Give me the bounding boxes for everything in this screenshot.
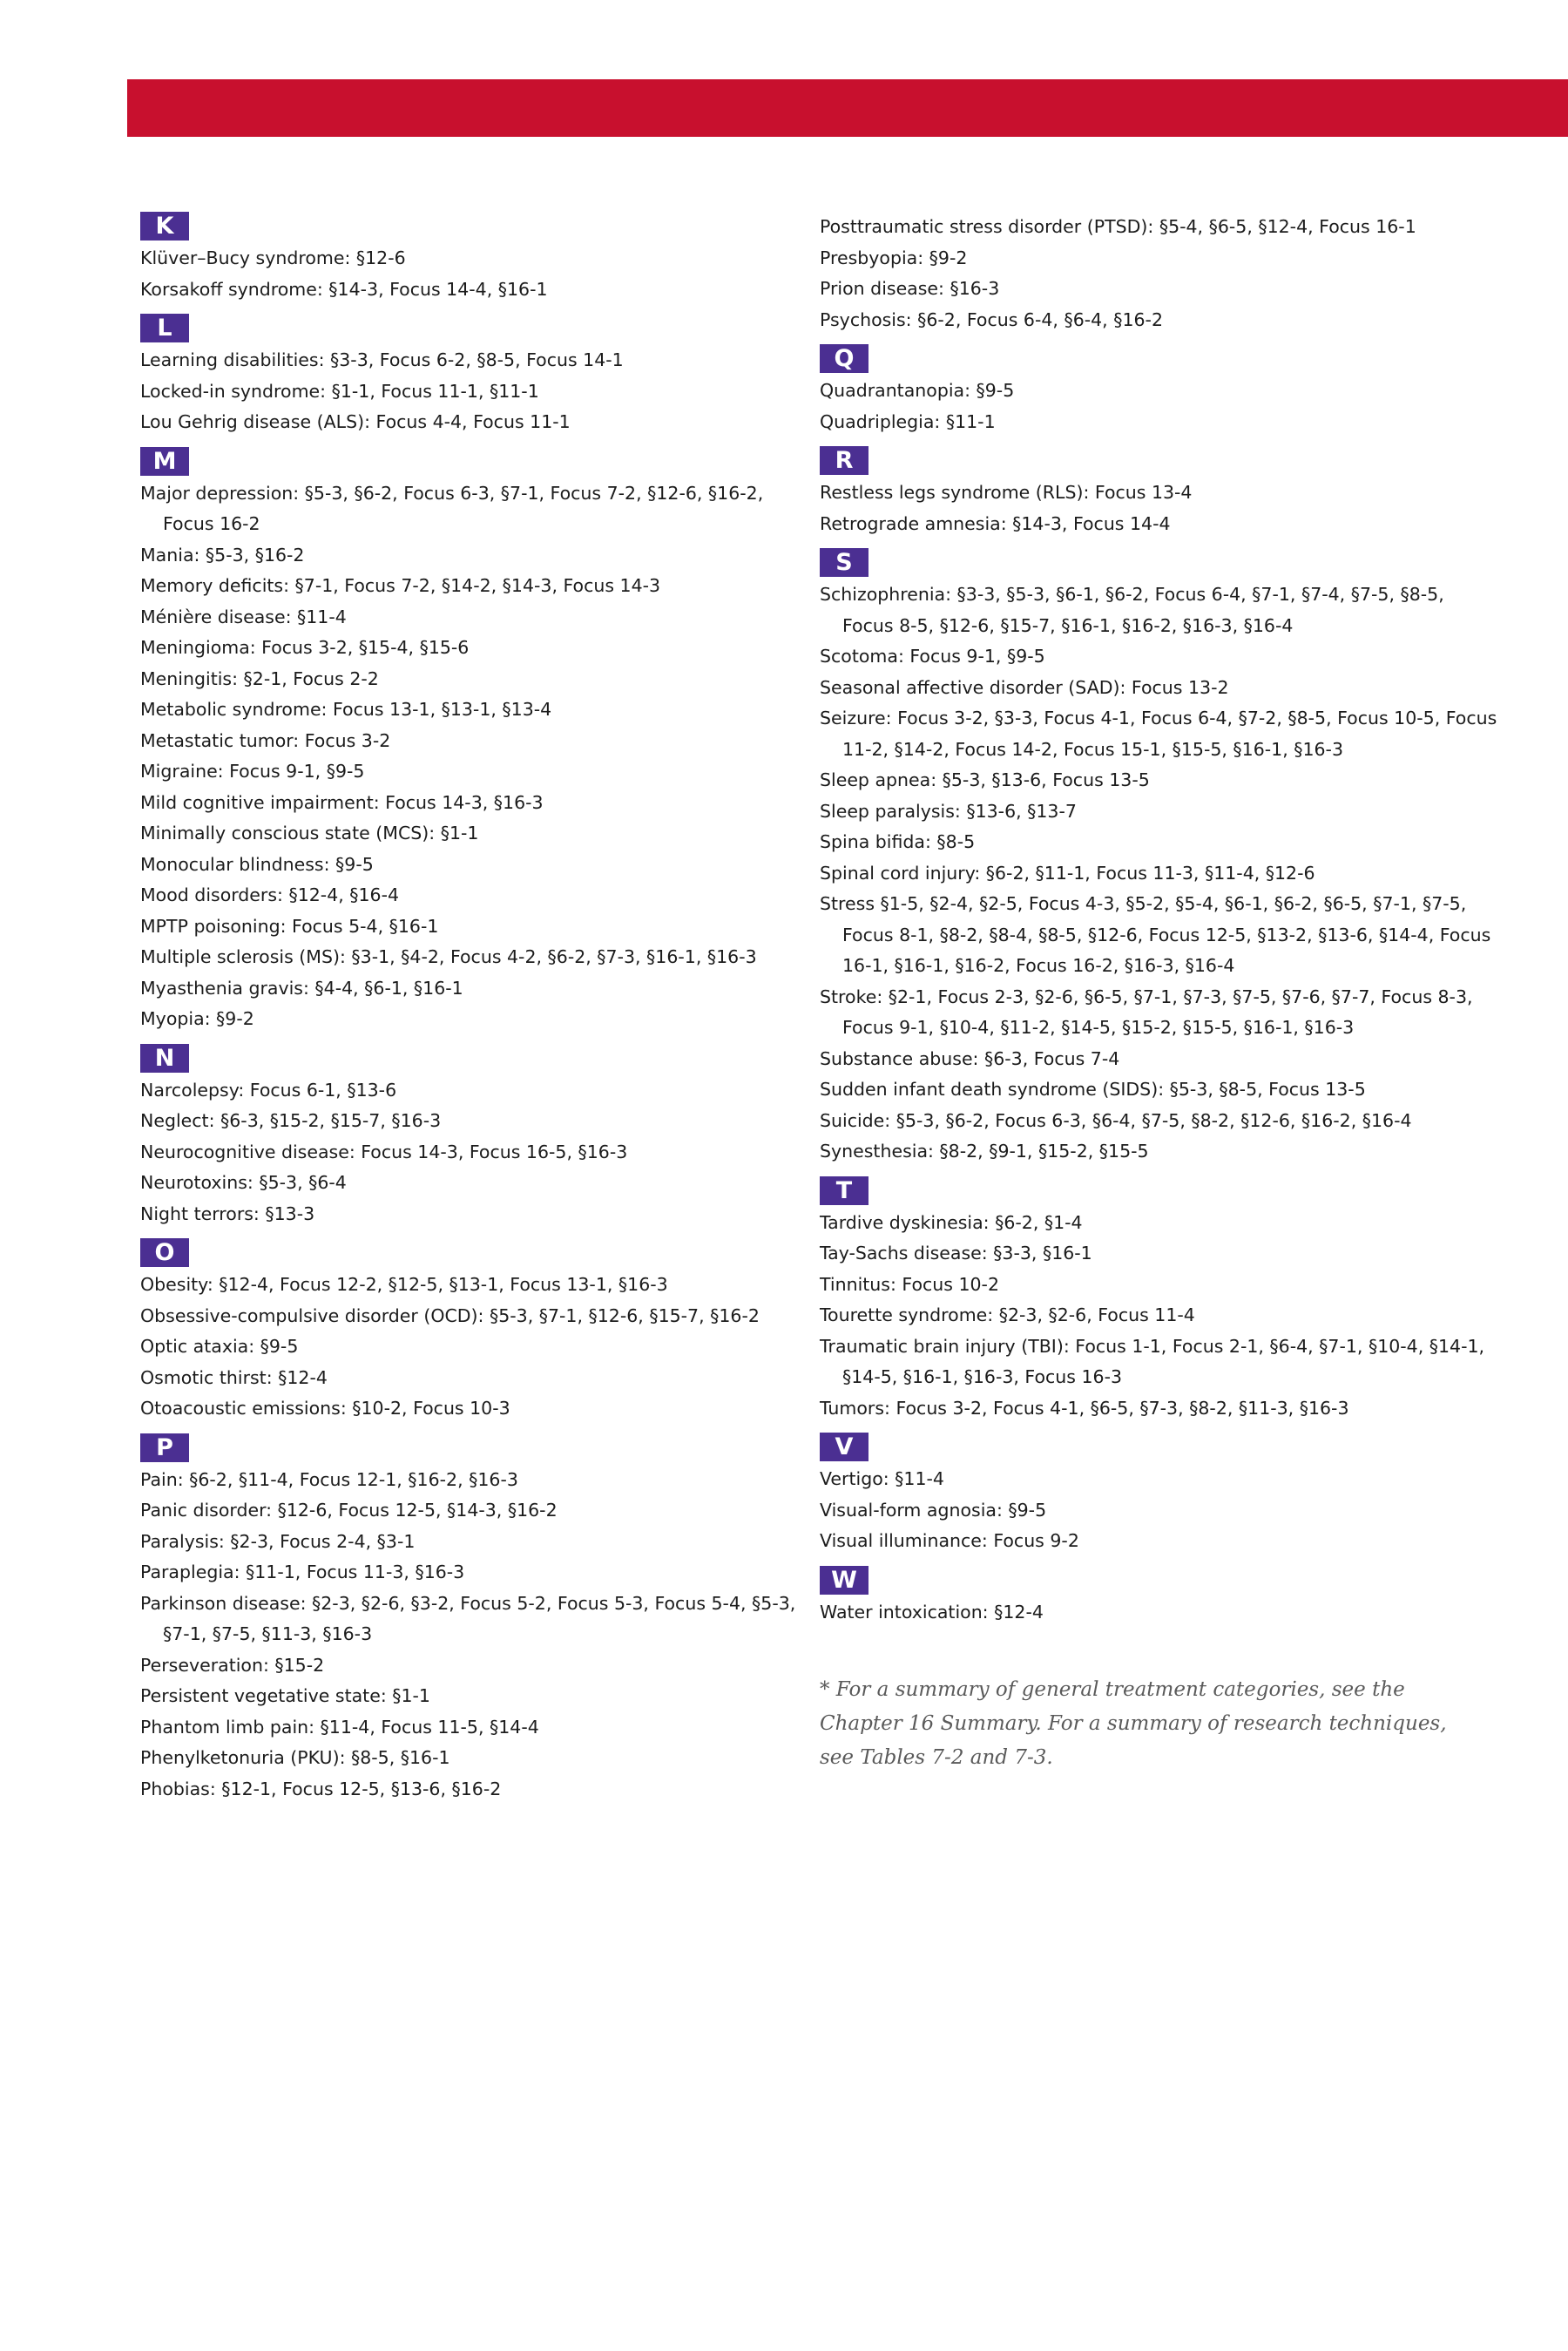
index-entry: Pain: §6-2, §11-4, Focus 12-1, §16-2, §16-3 xyxy=(140,1468,518,1490)
index-entry: Stress §1-5, §2-4, §2-5, Focus 4-3, §5-2, §5-4, §6-1, §6-2, §6-5, §7-1, §7-5, Focus 8-1, §8-2, §8-4, §8-5, §12-6, Focus 12-5, §13-2, §13-6, §14-4, Focus 16-1, §16-1, §16-2, Focus 16-2, §16-3, §16-4 xyxy=(820,893,1491,976)
index-section-q xyxy=(820,335,1499,437)
index-entry: Quadriplegia: §11-1 xyxy=(820,410,996,432)
index-entry: Quadrantanopia: §9-5 xyxy=(820,380,1015,401)
section-letter: L xyxy=(140,314,189,342)
index-entry: Prion disease: §16-3 xyxy=(820,278,1000,299)
section-letter: K xyxy=(140,212,189,241)
index-entry: Vertigo: §11-4 xyxy=(820,1468,944,1489)
index-section-o xyxy=(140,1230,802,1425)
index-entry: Suicide: §5-3, §6-2, Focus 6-3, §6-4, §7-5, §8-2, §12-6, §16-2, §16-4 xyxy=(820,1109,1412,1131)
index-entry: Spina bifida: §8-5 xyxy=(820,831,976,852)
index-entry: Klüver–Bucy syndrome: §12-6 xyxy=(140,247,406,268)
index-entry: Neglect: §6-3, §15-2, §15-7, §16-3 xyxy=(140,1110,442,1131)
index-entry: Myasthenia gravis: §4-4, §6-1, §16-1 xyxy=(140,977,463,999)
index-entry: Lou Gehrig disease (ALS): Focus 4-4, Focus 11-1 xyxy=(140,411,571,432)
index-entry: Mania: §5-3, §16-2 xyxy=(140,544,305,566)
index-entry: Mood disorders: §12-4, §16-4 xyxy=(140,884,400,905)
section-letter: V xyxy=(820,1433,868,1461)
header-banner xyxy=(127,79,1568,137)
index-entry: Tardive dyskinesia: §6-2, §1-4 xyxy=(820,1211,1083,1233)
section-letter: N xyxy=(140,1044,189,1073)
index-entry: Phenylketonuria (PKU): §8-5, §16-1 xyxy=(140,1747,450,1768)
index-section-s xyxy=(820,539,1499,1168)
index-entry: Mild cognitive impairment: Focus 14-3, §16-3 xyxy=(140,791,544,813)
index-section-n xyxy=(140,1035,802,1230)
index-sections-right xyxy=(820,212,1499,1628)
index-entry: Major depression: §5-3, §6-2, Focus 6-3, §7-1, Focus 7-2, §12-6, §16-2, Focus 16-2 xyxy=(140,482,764,534)
index-entry: Phobias: §12-1, Focus 12-5, §13-6, §16-2 xyxy=(140,1778,502,1799)
index-entry: Sleep paralysis: §13-6, §13-7 xyxy=(820,800,1077,822)
index-section-t xyxy=(820,1168,1499,1425)
index-entry: Synesthesia: §8-2, §9-1, §15-2, §15-5 xyxy=(820,1141,1149,1162)
index-entry: Visual illuminance: Focus 9-2 xyxy=(820,1530,1079,1551)
index-entry: Parkinson disease: §2-3, §2-6, §3-2, Focus 5-2, Focus 5-3, Focus 5-4, §5-3, §7-1, §7-5, §11-3, §16-3 xyxy=(140,1592,796,1644)
index-entry: Seasonal affective disorder (SAD): Focus 13-2 xyxy=(820,676,1229,698)
index-entry: Persistent vegetative state: §1-1 xyxy=(140,1685,430,1706)
index-entry: Myopia: §9-2 xyxy=(140,1008,254,1029)
index-section-m xyxy=(140,438,802,1035)
section-letter: W xyxy=(820,1566,868,1595)
index-entry: Posttraumatic stress disorder (PTSD): §5-4, §6-5, §12-4, Focus 16-1 xyxy=(820,216,1416,237)
index-entry: Sudden infant death syndrome (SIDS): §5-3, §8-5, Focus 13-5 xyxy=(820,1079,1366,1100)
index-entry: Multiple sclerosis (MS): §3-1, §4-2, Focus 4-2, §6-2, §7-3, §16-1, §16-3 xyxy=(140,946,757,967)
index-entry: Paraplegia: §11-1, Focus 11-3, §16-3 xyxy=(140,1562,465,1582)
index-entry: Tinnitus: Focus 10-2 xyxy=(820,1273,999,1295)
index-entry: Retrograde amnesia: §14-3, Focus 14-4 xyxy=(820,512,1171,534)
index-entry: Neurocognitive disease: Focus 14-3, Focus 16-5, §16-3 xyxy=(140,1141,628,1162)
index-section-r xyxy=(820,437,1499,539)
section-letter: O xyxy=(140,1238,189,1267)
section-letter: S xyxy=(820,548,868,577)
index-entry: Tourette syndrome: §2-3, §2-6, Focus 11-4 xyxy=(820,1304,1195,1325)
index-entry: Optic ataxia: §9-5 xyxy=(140,1336,299,1357)
index-entry: Metabolic syndrome: Focus 13-1, §13-1, §13-4 xyxy=(140,699,552,720)
index-entry: Neurotoxins: §5-3, §6-4 xyxy=(140,1172,347,1193)
index-entry: Metastatic tumor: Focus 3-2 xyxy=(140,729,391,751)
index-section-p xyxy=(140,1425,802,1806)
index-column-left xyxy=(140,212,802,1805)
index-column-right xyxy=(820,212,1499,1775)
index-entry: Learning disabilities: §3-3, Focus 6-2, §8-5, Focus 14-1 xyxy=(140,349,624,370)
section-letter: T xyxy=(820,1176,868,1205)
index-entry: Presbyopia: §9-2 xyxy=(820,247,968,268)
index-section-w xyxy=(820,1557,1499,1629)
index-section-continued xyxy=(820,212,1499,335)
index-section-k xyxy=(140,212,802,305)
index-entry: Tay-Sachs disease: §3-3, §16-1 xyxy=(820,1243,1092,1264)
index-entry: Otoacoustic emissions: §10-2, Focus 10-3 xyxy=(140,1398,510,1419)
section-letter: M xyxy=(140,447,189,476)
index-entry: Restless legs syndrome (RLS): Focus 13-4 xyxy=(820,482,1193,503)
index-section-v xyxy=(820,1424,1499,1557)
footnote: * For a summary of general treatment categories, see the Chapter 16 Summary. For a summary of research techniques, see Tables 7-2 and 7-3. xyxy=(820,1678,1447,1769)
index-entry: Visual-form agnosia: §9-5 xyxy=(820,1499,1047,1521)
index-entry: Perseveration: §15-2 xyxy=(140,1654,325,1676)
index-entry: Locked-in syndrome: §1-1, Focus 11-1, §11-1 xyxy=(140,380,539,402)
index-entry: Paralysis: §2-3, Focus 2-4, §3-1 xyxy=(140,1530,416,1552)
index-entry: MPTP poisoning: Focus 5-4, §16-1 xyxy=(140,915,439,937)
index-entry: Meningitis: §2-1, Focus 2-2 xyxy=(140,667,379,689)
section-letter: Q xyxy=(820,344,868,373)
index-entry: Ménière disease: §11-4 xyxy=(140,606,347,627)
index-entry: Panic disorder: §12-6, Focus 12-5, §14-3, §16-2 xyxy=(140,1500,558,1521)
section-letter: R xyxy=(820,446,868,475)
index-entry: Schizophrenia: §3-3, §5-3, §6-1, §6-2, Focus 6-4, §7-1, §7-4, §7-5, §8-5, Focus 8-5, §12-6, §15-7, §16-1, §16-2, §16-3, §16-4 xyxy=(820,584,1444,636)
index-entry: Monocular blindness: §9-5 xyxy=(140,853,374,875)
index-entry: Osmotic thirst: §12-4 xyxy=(140,1366,328,1388)
index-entry: Scotoma: Focus 9-1, §9-5 xyxy=(820,646,1045,667)
index-entry: Psychosis: §6-2, Focus 6-4, §6-4, §16-2 xyxy=(820,308,1163,330)
index-entry: Stroke: §2-1, Focus 2-3, §2-6, §6-5, §7-1, §7-3, §7-5, §7-6, §7-7, Focus 8-3, Focus 9-1, §10-4, §11-2, §14-5, §15-2, §15-5, §16-1, §16-3 xyxy=(820,986,1473,1038)
index-entry: Korsakoff syndrome: §14-3, Focus 14-4, §16-1 xyxy=(140,278,548,300)
index-entry: Substance abuse: §6-3, Focus 7-4 xyxy=(820,1047,1120,1069)
index-entry: Minimally conscious state (MCS): §1-1 xyxy=(140,823,479,844)
index-entry: Tumors: Focus 3-2, Focus 4-1, §6-5, §7-3, §8-2, §11-3, §16-3 xyxy=(820,1397,1349,1419)
index-entry: Night terrors: §13-3 xyxy=(140,1203,315,1224)
index-section-l xyxy=(140,305,802,438)
index-entry: Seizure: Focus 3-2, §3-3, Focus 4-1, Focus 6-4, §7-2, §8-5, Focus 10-5, Focus 11-2, §14-2, Focus 14-2, Focus 15-1, §15-5, §16-1, §16-3 xyxy=(820,708,1497,760)
section-letter: P xyxy=(140,1433,189,1462)
index-entry: Obsessive-compulsive disorder (OCD): §5-3, §7-1, §12-6, §15-7, §16-2 xyxy=(140,1304,760,1326)
index-entry: Phantom limb pain: §11-4, Focus 11-5, §14-4 xyxy=(140,1716,539,1738)
index-entry: Obesity: §12-4, Focus 12-2, §12-5, §13-1, Focus 13-1, §16-3 xyxy=(140,1274,668,1295)
index-entry: Memory deficits: §7-1, Focus 7-2, §14-2, §14-3, Focus 14-3 xyxy=(140,575,661,596)
index-entry: Traumatic brain injury (TBI): Focus 1-1, Focus 2-1, §6-4, §7-1, §10-4, §14-1, §14-5, §16-1, §16-3, Focus 16-3 xyxy=(820,1335,1485,1387)
index-entry: Sleep apnea: §5-3, §13-6, Focus 13-5 xyxy=(820,769,1150,790)
index-entry: Water intoxication: §12-4 xyxy=(820,1601,1044,1623)
index-entry: Narcolepsy: Focus 6-1, §13-6 xyxy=(140,1079,397,1101)
index-entry: Migraine: Focus 9-1, §9-5 xyxy=(140,761,365,782)
index-entry: Spinal cord injury: §6-2, §11-1, Focus 11-3, §11-4, §12-6 xyxy=(820,862,1315,884)
index-entry: Meningioma: Focus 3-2, §15-4, §15-6 xyxy=(140,637,470,658)
